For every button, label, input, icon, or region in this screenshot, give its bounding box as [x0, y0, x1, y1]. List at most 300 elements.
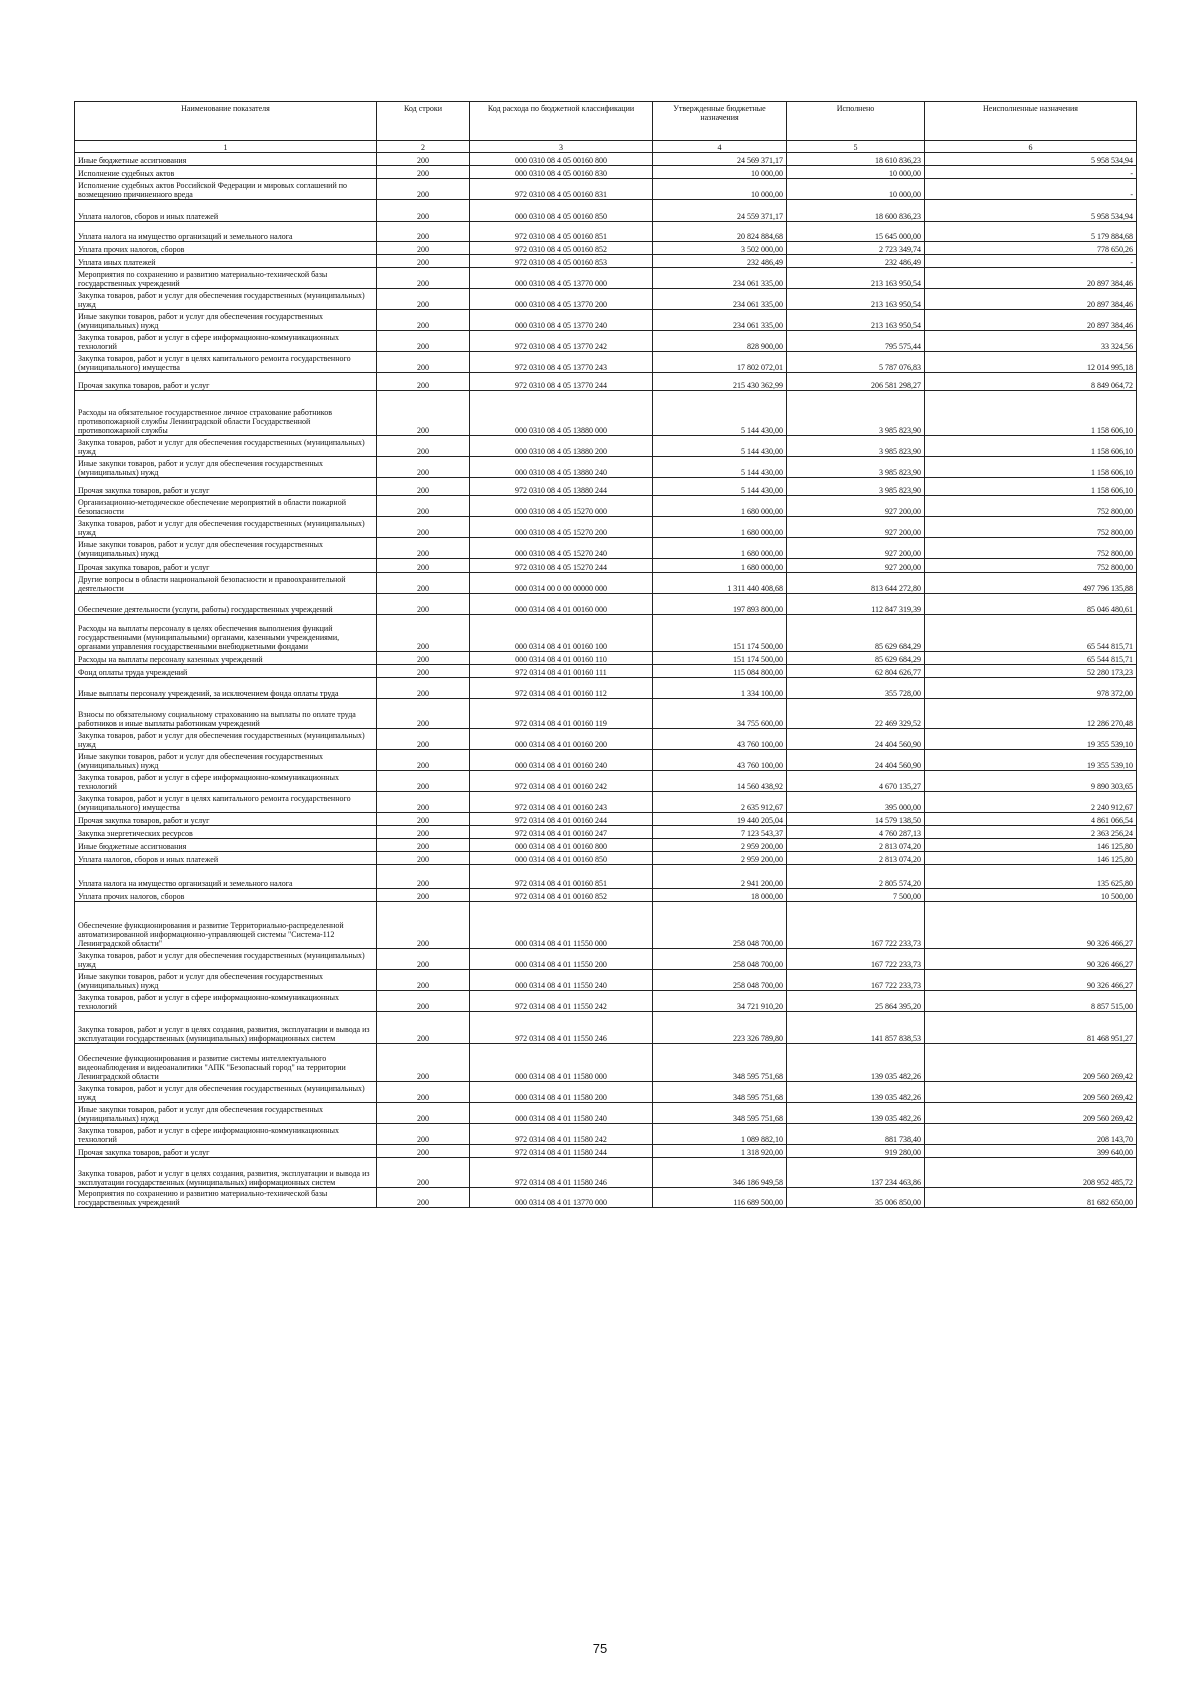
executed-amount: 3 985 823,90 [787, 457, 925, 478]
unexecuted-amount: 4 861 066,54 [925, 813, 1137, 826]
unexecuted-amount: 12 014 995,18 [925, 352, 1137, 373]
line-code: 200 [377, 1188, 470, 1208]
line-code: 200 [377, 594, 470, 615]
unexecuted-amount: 1 158 606,10 [925, 478, 1137, 496]
approved-amount: 1 680 000,00 [653, 496, 787, 517]
approved-amount: 43 760 100,00 [653, 729, 787, 750]
line-code: 200 [377, 200, 470, 222]
table-row [75, 594, 1137, 615]
expense-code: 000 0310 08 4 05 13770 240 [470, 310, 653, 331]
indicator-name: Закупка товаров, работ и услуг в целях капитального ремонта государственного (муниципального) имущества [75, 352, 377, 373]
indicator-name: Иные бюджетные ассигнования [75, 153, 377, 166]
expense-code: 972 0314 08 4 01 00160 242 [470, 771, 653, 792]
unexecuted-amount: 90 326 466,27 [925, 970, 1137, 991]
table-row [75, 289, 1137, 310]
approved-amount: 10 000,00 [653, 179, 787, 200]
approved-amount: 2 941 200,00 [653, 865, 787, 889]
indicator-name: Закупка товаров, работ и услуг в сфере информационно-коммуникационных технологий [75, 331, 377, 352]
unexecuted-amount: 20 897 384,46 [925, 310, 1137, 331]
unexecuted-amount: 146 125,80 [925, 852, 1137, 865]
indicator-name: Иные закупки товаров, работ и услуг для обеспечения государственных (муниципальных) нужд [75, 538, 377, 559]
expense-code: 000 0314 08 4 01 00160 200 [470, 729, 653, 750]
approved-amount: 1 680 000,00 [653, 538, 787, 559]
indicator-name: Закупка энергетических ресурсов [75, 826, 377, 839]
indicator-name: Иные закупки товаров, работ и услуг для обеспечения государственных (муниципальных) нужд [75, 970, 377, 991]
indicator-name: Закупка товаров, работ и услуг в сфере информационно-коммуникационных технологий [75, 771, 377, 792]
indicator-name: Закупка товаров, работ и услуг для обеспечения государственных (муниципальных) нужд [75, 517, 377, 538]
indicator-name: Прочая закупка товаров, работ и услуг [75, 1145, 377, 1158]
approved-amount: 258 048 700,00 [653, 949, 787, 970]
line-code: 200 [377, 813, 470, 826]
unexecuted-amount: 9 890 303,65 [925, 771, 1137, 792]
approved-amount: 197 893 800,00 [653, 594, 787, 615]
executed-amount: 927 200,00 [787, 517, 925, 538]
unexecuted-amount: 19 355 539,10 [925, 729, 1137, 750]
unexecuted-amount: 8 849 064,72 [925, 373, 1137, 391]
table-row [75, 538, 1137, 559]
line-code: 200 [377, 699, 470, 729]
approved-amount: 223 326 789,80 [653, 1012, 787, 1044]
unexecuted-amount: 10 500,00 [925, 889, 1137, 902]
table-row [75, 970, 1137, 991]
line-code: 200 [377, 573, 470, 594]
unexecuted-amount: 208 143,70 [925, 1124, 1137, 1145]
executed-amount: 7 500,00 [787, 889, 925, 902]
budget-execution-table [74, 101, 1137, 1208]
indicator-name: Иные закупки товаров, работ и услуг для обеспечения государственных (муниципальных) нужд [75, 1103, 377, 1124]
expense-code: 000 0310 08 4 05 00160 830 [470, 166, 653, 179]
executed-amount: 213 163 950,54 [787, 289, 925, 310]
line-code: 200 [377, 1124, 470, 1145]
indicator-name: Мероприятия по сохранению и развитию материально-технической базы государственных учреждений [75, 1188, 377, 1208]
expense-code: 000 0310 08 4 05 00160 800 [470, 153, 653, 166]
expense-code: 000 0310 08 4 05 15270 000 [470, 496, 653, 517]
table-row [75, 255, 1137, 268]
unexecuted-amount: 209 560 269,42 [925, 1103, 1137, 1124]
expense-code: 000 0310 08 4 05 13770 200 [470, 289, 653, 310]
unexecuted-amount: 146 125,80 [925, 839, 1137, 852]
line-code: 200 [377, 166, 470, 179]
indicator-name: Другие вопросы в области национальной безопасности и правоохранительной деятельности [75, 573, 377, 594]
table-row [75, 573, 1137, 594]
column-number: 2 [377, 141, 470, 153]
table-row [75, 839, 1137, 852]
indicator-name: Закупка товаров, работ и услуг в сфере информационно-коммуникационных технологий [75, 991, 377, 1012]
table-row [75, 1145, 1137, 1158]
expense-code: 972 0314 08 4 01 11550 242 [470, 991, 653, 1012]
unexecuted-amount: 5 179 884,68 [925, 222, 1137, 242]
unexecuted-amount: 1 158 606,10 [925, 391, 1137, 436]
expense-code: 000 0310 08 4 05 00160 850 [470, 200, 653, 222]
line-code: 200 [377, 538, 470, 559]
table-row [75, 517, 1137, 538]
table-row [75, 1158, 1137, 1188]
table-row [75, 457, 1137, 478]
indicator-name: Взносы по обязательному социальному страхованию на выплаты по оплате труда работников и иные выплаты работникам учреждений [75, 699, 377, 729]
executed-amount: 14 579 138,50 [787, 813, 925, 826]
unexecuted-amount: 81 682 650,00 [925, 1188, 1137, 1208]
executed-amount: 137 234 463,86 [787, 1158, 925, 1188]
expense-code: 000 0314 08 4 01 11580 200 [470, 1082, 653, 1103]
table-row [75, 826, 1137, 839]
unexecuted-amount: 12 286 270,48 [925, 699, 1137, 729]
approved-amount: 1 680 000,00 [653, 559, 787, 573]
indicator-name: Уплата прочих налогов, сборов [75, 242, 377, 255]
executed-amount: 813 644 272,80 [787, 573, 925, 594]
header-expense-code: Код расхода по бюджетной классификации [470, 102, 653, 141]
expense-code: 000 0310 08 4 05 15270 240 [470, 538, 653, 559]
approved-amount: 24 559 371,17 [653, 200, 787, 222]
approved-amount: 348 595 751,68 [653, 1082, 787, 1103]
line-code: 200 [377, 1082, 470, 1103]
approved-amount: 232 486,49 [653, 255, 787, 268]
executed-amount: 10 000,00 [787, 179, 925, 200]
table-row [75, 352, 1137, 373]
executed-amount: 3 985 823,90 [787, 391, 925, 436]
executed-amount: 139 035 482,26 [787, 1103, 925, 1124]
executed-amount: 919 280,00 [787, 1145, 925, 1158]
table-row [75, 391, 1137, 436]
unexecuted-amount: 752 800,00 [925, 517, 1137, 538]
header-indicator-name: Наименование показателя [75, 102, 377, 141]
indicator-name: Расходы на выплаты персоналу в целях обеспечения выполнения функций государственными (муниципальными) органами, казенными учреждениями, органами управления государственными внебюджетными фондами [75, 615, 377, 652]
unexecuted-amount: 20 897 384,46 [925, 268, 1137, 289]
table-row [75, 200, 1137, 222]
expense-code: 000 0310 08 4 05 13770 000 [470, 268, 653, 289]
approved-amount: 5 144 430,00 [653, 391, 787, 436]
line-code: 200 [377, 615, 470, 652]
line-code: 200 [377, 517, 470, 538]
expense-code: 972 0310 08 4 05 00160 853 [470, 255, 653, 268]
table-row [75, 665, 1137, 678]
expense-code: 972 0310 08 4 05 13770 242 [470, 331, 653, 352]
line-code: 200 [377, 153, 470, 166]
line-code: 200 [377, 970, 470, 991]
approved-amount: 2 635 912,67 [653, 792, 787, 813]
indicator-name: Расходы на обязательное государственное личное страхование работников противопожарной службы Ленинградской области Государственной противопожарной службы [75, 391, 377, 436]
indicator-name: Иные выплаты персоналу учреждений, за исключением фонда оплаты труда [75, 678, 377, 699]
approved-amount: 1 334 100,00 [653, 678, 787, 699]
table-row [75, 699, 1137, 729]
line-code: 200 [377, 310, 470, 331]
unexecuted-amount: 978 372,00 [925, 678, 1137, 699]
header-row [75, 102, 1137, 141]
column-number-row [75, 141, 1137, 153]
approved-amount: 234 061 335,00 [653, 289, 787, 310]
table-row [75, 771, 1137, 792]
executed-amount: 213 163 950,54 [787, 268, 925, 289]
approved-amount: 215 430 362,99 [653, 373, 787, 391]
approved-amount: 34 755 600,00 [653, 699, 787, 729]
table-row [75, 902, 1137, 949]
indicator-name: Закупка товаров, работ и услуг для обеспечения государственных (муниципальных) нужд [75, 1082, 377, 1103]
table-row [75, 678, 1137, 699]
executed-amount: 927 200,00 [787, 559, 925, 573]
executed-amount: 141 857 838,53 [787, 1012, 925, 1044]
table-row [75, 729, 1137, 750]
header-unexecuted: Неисполненные назначения [925, 102, 1137, 141]
approved-amount: 5 144 430,00 [653, 436, 787, 457]
executed-amount: 167 722 233,73 [787, 902, 925, 949]
line-code: 200 [377, 729, 470, 750]
table-row [75, 852, 1137, 865]
expense-code: 972 0314 08 4 01 00160 247 [470, 826, 653, 839]
expense-code: 000 0314 08 4 01 00160 240 [470, 750, 653, 771]
executed-amount: 112 847 319,39 [787, 594, 925, 615]
expense-code: 000 0314 08 4 01 00160 800 [470, 839, 653, 852]
unexecuted-amount: 20 897 384,46 [925, 289, 1137, 310]
expense-code: 000 0314 08 4 01 11550 200 [470, 949, 653, 970]
approved-amount: 258 048 700,00 [653, 970, 787, 991]
executed-amount: 10 000,00 [787, 166, 925, 179]
unexecuted-amount: 2 240 912,67 [925, 792, 1137, 813]
header-executed: Исполнено [787, 102, 925, 141]
table-row [75, 1082, 1137, 1103]
executed-amount: 85 629 684,29 [787, 652, 925, 665]
line-code: 200 [377, 665, 470, 678]
executed-amount: 927 200,00 [787, 538, 925, 559]
line-code: 200 [377, 826, 470, 839]
expense-code: 972 0310 08 4 05 13880 244 [470, 478, 653, 496]
approved-amount: 2 959 200,00 [653, 839, 787, 852]
unexecuted-amount: - [925, 255, 1137, 268]
column-number: 4 [653, 141, 787, 153]
expense-code: 972 0314 08 4 01 00160 119 [470, 699, 653, 729]
indicator-name: Прочая закупка товаров, работ и услуг [75, 559, 377, 573]
line-code: 200 [377, 991, 470, 1012]
indicator-name: Закупка товаров, работ и услуг для обеспечения государственных (муниципальных) нужд [75, 436, 377, 457]
unexecuted-amount: 65 544 815,71 [925, 652, 1137, 665]
expense-code: 972 0314 08 4 01 00160 112 [470, 678, 653, 699]
unexecuted-amount: 52 280 173,23 [925, 665, 1137, 678]
indicator-name: Закупка товаров, работ и услуг в целях создания, развития, эксплуатации и вывода из эксплуатации государственных (муниципальных) информационных систем [75, 1158, 377, 1188]
expense-code: 972 0314 08 4 01 00160 243 [470, 792, 653, 813]
line-code: 200 [377, 391, 470, 436]
approved-amount: 1 089 882,10 [653, 1124, 787, 1145]
unexecuted-amount: 209 560 269,42 [925, 1044, 1137, 1082]
approved-amount: 7 123 543,37 [653, 826, 787, 839]
unexecuted-amount: 8 857 515,00 [925, 991, 1137, 1012]
executed-amount: 3 985 823,90 [787, 478, 925, 496]
line-code: 200 [377, 1158, 470, 1188]
approved-amount: 1 311 440 408,68 [653, 573, 787, 594]
unexecuted-amount: 752 800,00 [925, 496, 1137, 517]
expense-code: 000 0314 00 0 00 00000 000 [470, 573, 653, 594]
indicator-name: Прочая закупка товаров, работ и услуг [75, 373, 377, 391]
executed-amount: 395 000,00 [787, 792, 925, 813]
expense-code: 972 0314 08 4 01 11550 246 [470, 1012, 653, 1044]
table-row [75, 153, 1137, 166]
line-code: 200 [377, 436, 470, 457]
indicator-name: Мероприятия по сохранению и развитию материально-технической базы государственных учреждений [75, 268, 377, 289]
expense-code: 972 0310 08 4 05 13770 244 [470, 373, 653, 391]
indicator-name: Обеспечение деятельности (услуги, работы) государственных учреждений [75, 594, 377, 615]
line-code: 200 [377, 457, 470, 478]
table-row [75, 373, 1137, 391]
expense-code: 000 0314 08 4 01 13770 000 [470, 1188, 653, 1208]
unexecuted-amount: 65 544 815,71 [925, 615, 1137, 652]
table-row [75, 1103, 1137, 1124]
line-code: 200 [377, 222, 470, 242]
indicator-name: Уплата прочих налогов, сборов [75, 889, 377, 902]
approved-amount: 1 318 920,00 [653, 1145, 787, 1158]
approved-amount: 151 174 500,00 [653, 652, 787, 665]
line-code: 200 [377, 839, 470, 852]
line-code: 200 [377, 750, 470, 771]
line-code: 200 [377, 478, 470, 496]
table-row [75, 949, 1137, 970]
executed-amount: 15 645 000,00 [787, 222, 925, 242]
expense-code: 000 0314 08 4 01 00160 000 [470, 594, 653, 615]
indicator-name: Расходы на выплаты персоналу казенных учреждений [75, 652, 377, 665]
expense-code: 000 0314 08 4 01 00160 110 [470, 652, 653, 665]
expense-code: 972 0310 08 4 05 13770 243 [470, 352, 653, 373]
indicator-name: Уплата налогов, сборов и иных платежей [75, 852, 377, 865]
unexecuted-amount: 135 625,80 [925, 865, 1137, 889]
executed-amount: 4 670 135,27 [787, 771, 925, 792]
table-row [75, 615, 1137, 652]
table-row [75, 559, 1137, 573]
unexecuted-amount: 81 468 951,27 [925, 1012, 1137, 1044]
indicator-name: Уплата налога на имущество организаций и земельного налога [75, 222, 377, 242]
table-body [75, 153, 1137, 1208]
approved-amount: 5 144 430,00 [653, 478, 787, 496]
executed-amount: 5 787 076,83 [787, 352, 925, 373]
executed-amount: 25 864 395,20 [787, 991, 925, 1012]
expense-code: 000 0314 08 4 01 00160 100 [470, 615, 653, 652]
table-row [75, 652, 1137, 665]
approved-amount: 234 061 335,00 [653, 310, 787, 331]
line-code: 200 [377, 179, 470, 200]
unexecuted-amount: 1 158 606,10 [925, 436, 1137, 457]
expense-code: 972 0310 08 4 05 00160 851 [470, 222, 653, 242]
table-row [75, 813, 1137, 826]
line-code: 200 [377, 1044, 470, 1082]
table-row [75, 478, 1137, 496]
indicator-name: Иные закупки товаров, работ и услуг для обеспечения государственных (муниципальных) нужд [75, 750, 377, 771]
approved-amount: 3 502 000,00 [653, 242, 787, 255]
executed-amount: 927 200,00 [787, 496, 925, 517]
unexecuted-amount: 90 326 466,27 [925, 902, 1137, 949]
executed-amount: 4 760 287,13 [787, 826, 925, 839]
expense-code: 000 0310 08 4 05 13880 240 [470, 457, 653, 478]
header-approved: Утвержденные бюджетные назначения [653, 102, 787, 141]
expense-code: 972 0314 08 4 01 11580 246 [470, 1158, 653, 1188]
unexecuted-amount: 5 958 534,94 [925, 200, 1137, 222]
executed-amount: 139 035 482,26 [787, 1082, 925, 1103]
approved-amount: 1 680 000,00 [653, 517, 787, 538]
table-row [75, 310, 1137, 331]
header-line-code: Код строки [377, 102, 470, 141]
executed-amount: 232 486,49 [787, 255, 925, 268]
line-code: 200 [377, 268, 470, 289]
unexecuted-amount: 2 363 256,24 [925, 826, 1137, 839]
unexecuted-amount: 208 952 485,72 [925, 1158, 1137, 1188]
line-code: 200 [377, 255, 470, 268]
executed-amount: 24 404 560,90 [787, 750, 925, 771]
line-code: 200 [377, 242, 470, 255]
indicator-name: Организационно-методическое обеспечение мероприятий в области пожарной безопасности [75, 496, 377, 517]
indicator-name: Закупка товаров, работ и услуг в сфере информационно-коммуникационных технологий [75, 1124, 377, 1145]
unexecuted-amount: 5 958 534,94 [925, 153, 1137, 166]
expense-code: 972 0314 08 4 01 00160 111 [470, 665, 653, 678]
table-row [75, 792, 1137, 813]
expense-code: 972 0314 08 4 01 11580 242 [470, 1124, 653, 1145]
table-row [75, 222, 1137, 242]
executed-amount: 139 035 482,26 [787, 1044, 925, 1082]
approved-amount: 828 900,00 [653, 331, 787, 352]
indicator-name: Иные закупки товаров, работ и услуг для обеспечения государственных (муниципальных) нужд [75, 310, 377, 331]
expense-code: 972 0314 08 4 01 00160 244 [470, 813, 653, 826]
line-code: 200 [377, 1012, 470, 1044]
expense-code: 000 0310 08 4 05 15270 200 [470, 517, 653, 538]
line-code: 200 [377, 771, 470, 792]
indicator-name: Закупка товаров, работ и услуг для обеспечения государственных (муниципальных) нужд [75, 729, 377, 750]
indicator-name: Закупка товаров, работ и услуг для обеспечения государственных (муниципальных) нужд [75, 949, 377, 970]
approved-amount: 115 084 800,00 [653, 665, 787, 678]
table-row [75, 166, 1137, 179]
table-row [75, 331, 1137, 352]
executed-amount: 355 728,00 [787, 678, 925, 699]
executed-amount: 881 738,40 [787, 1124, 925, 1145]
table-row [75, 496, 1137, 517]
line-code: 200 [377, 949, 470, 970]
approved-amount: 116 689 500,00 [653, 1188, 787, 1208]
line-code: 200 [377, 889, 470, 902]
unexecuted-amount: 399 640,00 [925, 1145, 1137, 1158]
indicator-name: Обеспечение функционирования и развитие Территориально-распределенной автоматизированной информационно-управляющей системы "Система-112 Ленинградской области" [75, 902, 377, 949]
indicator-name: Исполнение судебных актов Российской Федерации и мировых соглашений по возмещению причиненного вреда [75, 179, 377, 200]
line-code: 200 [377, 1145, 470, 1158]
line-code: 200 [377, 902, 470, 949]
unexecuted-amount: 85 046 480,61 [925, 594, 1137, 615]
approved-amount: 5 144 430,00 [653, 457, 787, 478]
indicator-name: Исполнение судебных актов [75, 166, 377, 179]
executed-amount: 2 813 074,20 [787, 852, 925, 865]
approved-amount: 14 560 438,92 [653, 771, 787, 792]
executed-amount: 85 629 684,29 [787, 615, 925, 652]
executed-amount: 167 722 233,73 [787, 949, 925, 970]
approved-amount: 24 569 371,17 [653, 153, 787, 166]
unexecuted-amount: 752 800,00 [925, 559, 1137, 573]
table-row [75, 242, 1137, 255]
table-row [75, 750, 1137, 771]
line-code: 200 [377, 865, 470, 889]
line-code: 200 [377, 496, 470, 517]
approved-amount: 17 802 072,01 [653, 352, 787, 373]
approved-amount: 10 000,00 [653, 166, 787, 179]
unexecuted-amount: 752 800,00 [925, 538, 1137, 559]
approved-amount: 18 000,00 [653, 889, 787, 902]
line-code: 200 [377, 852, 470, 865]
executed-amount: 18 600 836,23 [787, 200, 925, 222]
unexecuted-amount: 497 796 135,88 [925, 573, 1137, 594]
unexecuted-amount: 33 324,56 [925, 331, 1137, 352]
column-number: 5 [787, 141, 925, 153]
approved-amount: 258 048 700,00 [653, 902, 787, 949]
table-row [75, 1124, 1137, 1145]
expense-code: 000 0310 08 4 05 13880 000 [470, 391, 653, 436]
budget-report-sheet [74, 101, 1136, 1208]
table-row [75, 991, 1137, 1012]
table-row [75, 1044, 1137, 1082]
expense-code: 000 0314 08 4 01 11580 240 [470, 1103, 653, 1124]
approved-amount: 151 174 500,00 [653, 615, 787, 652]
unexecuted-amount: 1 158 606,10 [925, 457, 1137, 478]
indicator-name: Уплата налога на имущество организаций и земельного налога [75, 865, 377, 889]
executed-amount: 206 581 298,27 [787, 373, 925, 391]
unexecuted-amount: - [925, 166, 1137, 179]
